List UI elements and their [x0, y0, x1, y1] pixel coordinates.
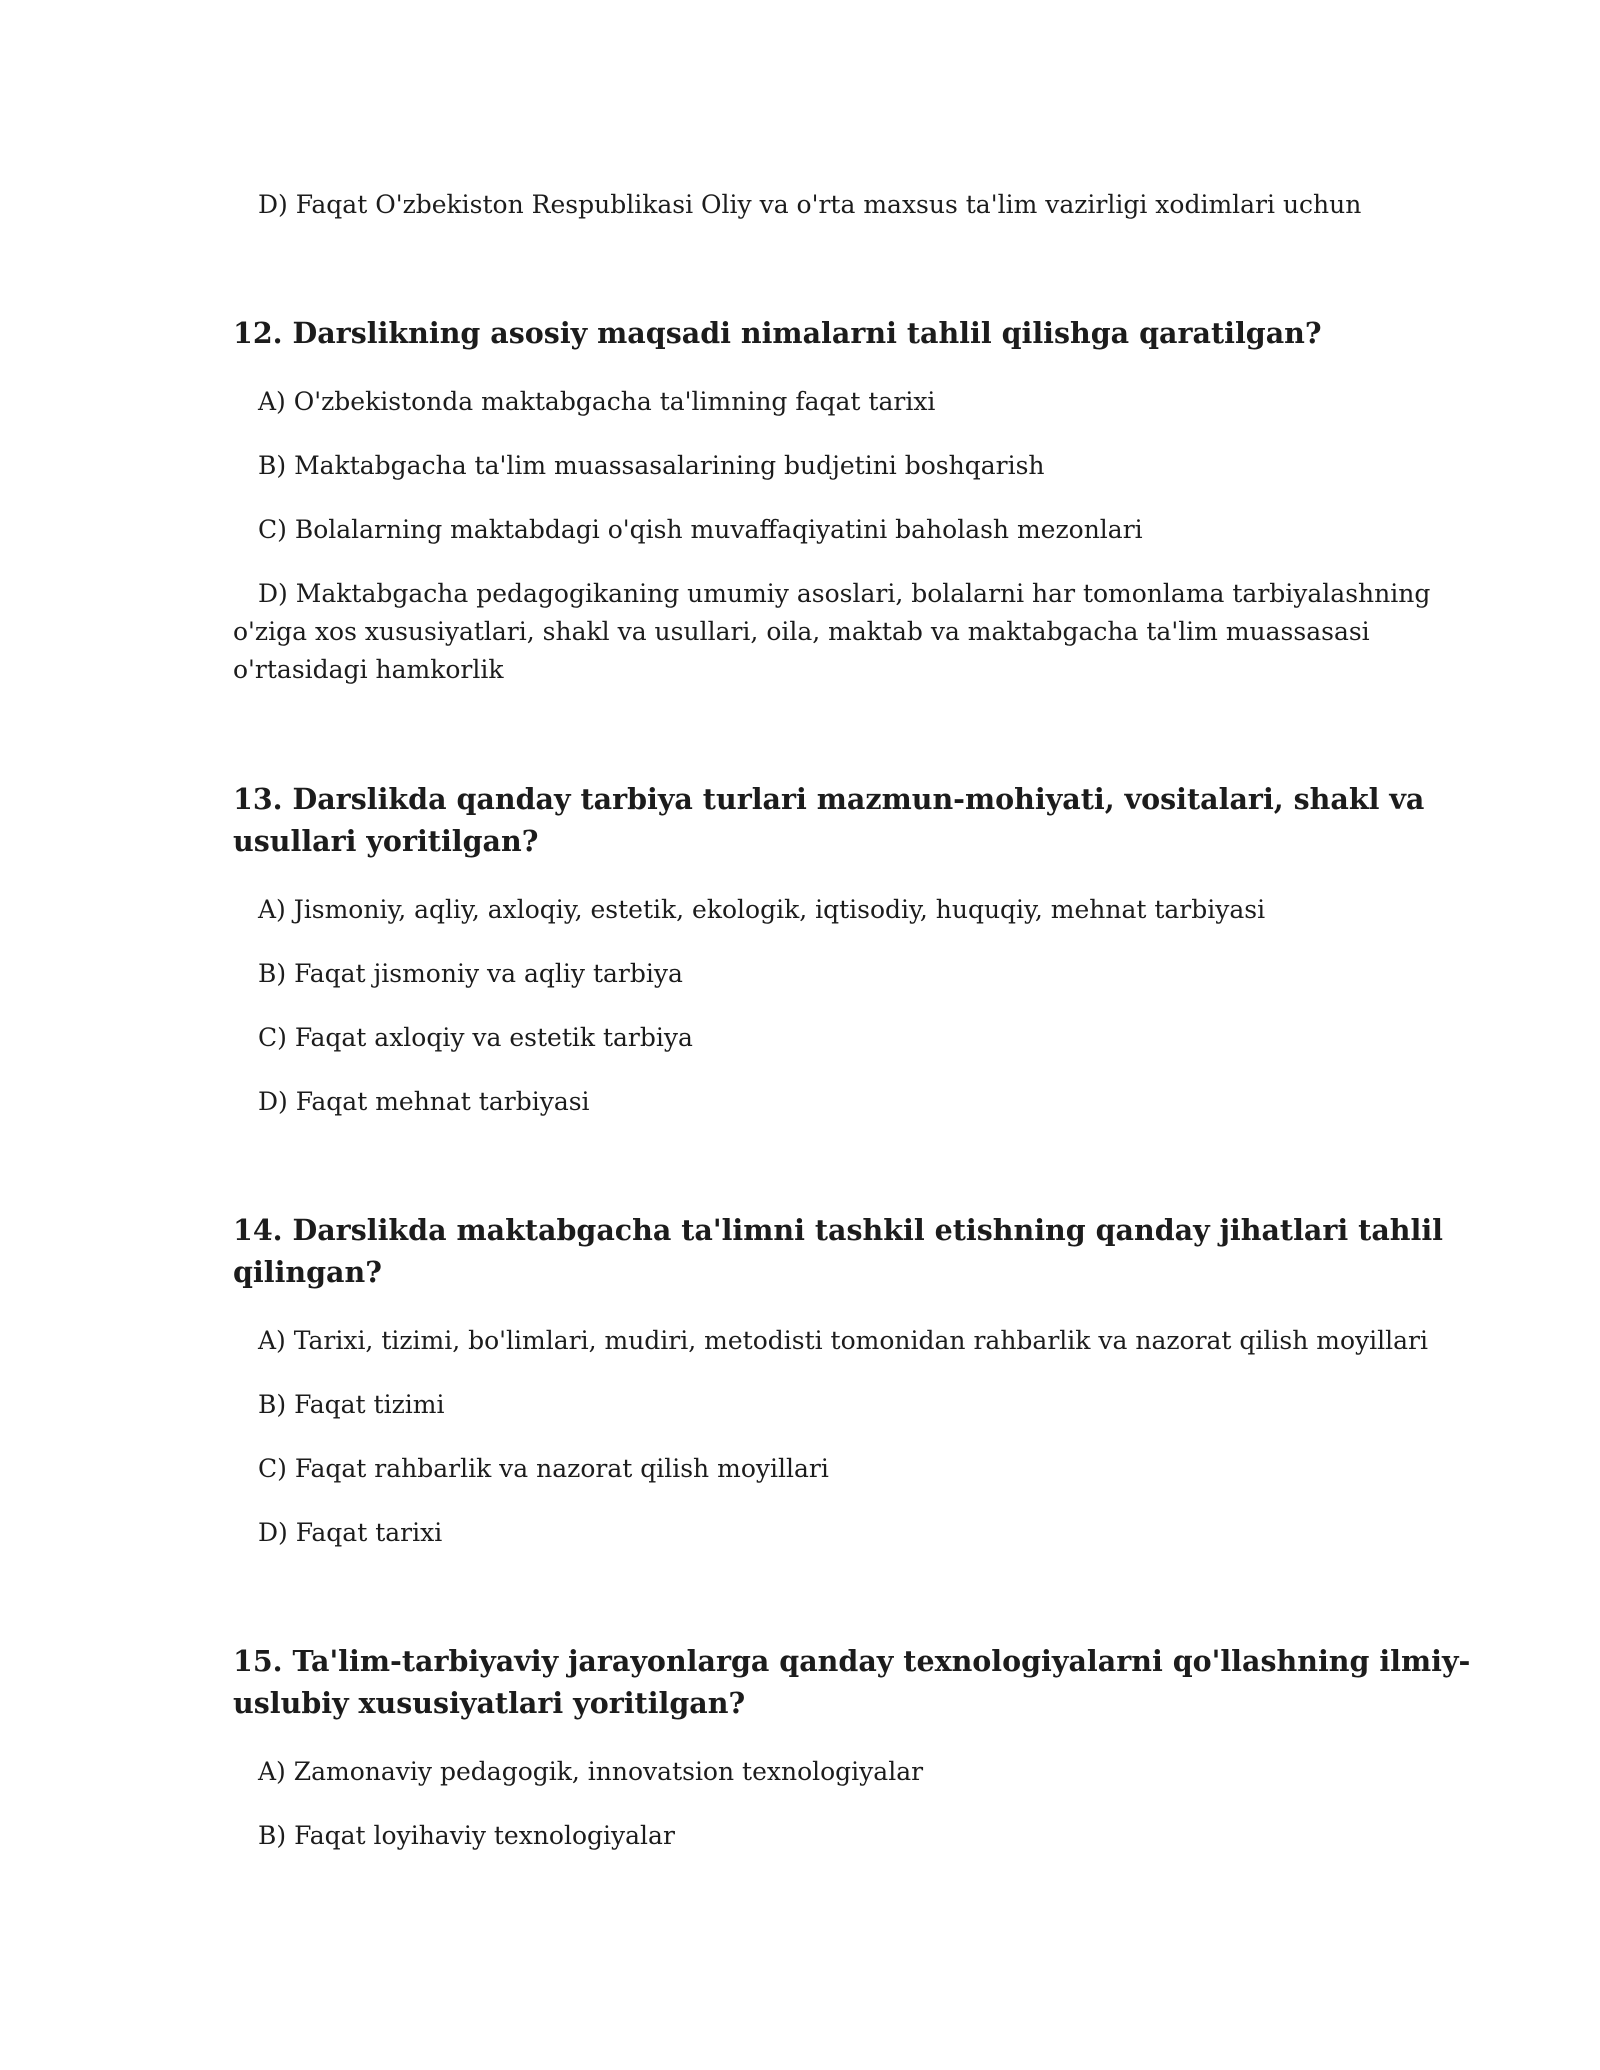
question-14-option-d: D) Faqat tarixi — [258, 1518, 443, 1547]
question-14-option-b: B) Faqat tizimi — [258, 1390, 445, 1419]
question-14-option-c: C) Faqat rahbarlik va nazorat qilish moyillari — [258, 1454, 829, 1483]
question-13-option-d: D) Faqat mehnat tarbiyasi — [258, 1087, 590, 1116]
question-12-option-d-line-3: o'rtasidagi hamkorlik — [233, 655, 504, 684]
question-14-option-a: A) Tarixi, tizimi, bo'limlari, mudiri, metodisti tomonidan rahbarlik va nazorat qilish moyillari — [258, 1326, 1429, 1355]
question-14-title-line-2: qilingan? — [233, 1255, 382, 1289]
question-12-title: 12. Darslikning asosiy maqsadi nimalarni tahlil qilishga qaratilgan? — [233, 316, 1322, 350]
question-12-option-d-line-2: o'ziga xos xususiyatlari, shakl va usullari, oila, maktab va maktabgacha ta'lim muassasasi — [233, 617, 1370, 646]
question-13-title: 13. Darslikda qanday tarbiya turlari mazmun-mohiyati, vositalari, shakl va — [233, 782, 1425, 816]
question-15-title: 15. Ta'lim-tarbiyaviy jarayonlarga qanday texnologiyalarni qo'llashning ilmiy- — [233, 1644, 1471, 1678]
prev-question-option-d: D) Faqat O'zbekiston Respublikasi Oliy va o'rta maxsus ta'lim vazirligi xodimlari uchun — [258, 190, 1362, 219]
question-15-option-b: B) Faqat loyihaviy texnologiyalar — [258, 1821, 675, 1850]
question-13-title-line-2: usullari yoritilgan? — [233, 824, 539, 858]
question-13-option-a: A) Jismoniy, aqliy, axloqiy, estetik, ekologik, iqtisodiy, huquqiy, mehnat tarbiyasi — [258, 895, 1266, 924]
question-12-option-a: A) O'zbekistonda maktabgacha ta'limning faqat tarixi — [258, 387, 936, 416]
question-12-option-d: D) Maktabgacha pedagogikaning umumiy asoslari, bolalarni har tomonlama tarbiyalashning — [258, 579, 1431, 608]
question-13-option-c: C) Faqat axloqiy va estetik tarbiya — [258, 1023, 693, 1052]
question-15-option-a: A) Zamonaviy pedagogik, innovatsion texnologiyalar — [258, 1757, 924, 1786]
question-12-option-c: C) Bolalarning maktabdagi o'qish muvaffaqiyatini baholash mezonlari — [258, 515, 1143, 544]
question-15-title-line-2: uslubiy xususiyatlari yoritilgan? — [233, 1686, 746, 1720]
question-13-option-b: B) Faqat jismoniy va aqliy tarbiya — [258, 959, 683, 988]
question-14-title: 14. Darslikda maktabgacha ta'limni tashkil etishning qanday jihatlari tahlil — [233, 1213, 1443, 1247]
question-12-option-b: B) Maktabgacha ta'lim muassasalarining budjetini boshqarish — [258, 451, 1045, 480]
